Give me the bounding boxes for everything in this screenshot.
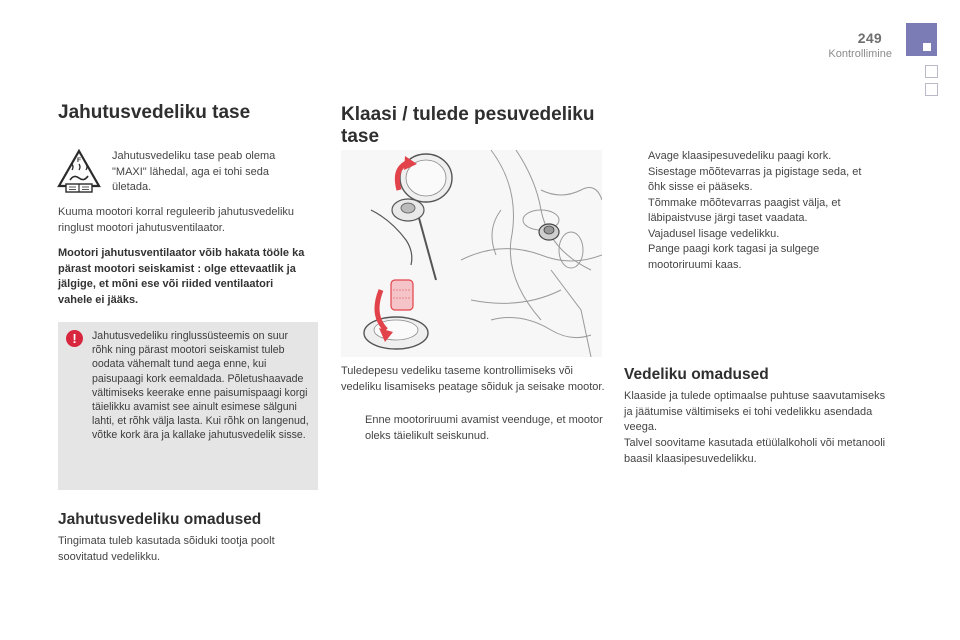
washer-steps-list bbox=[624, 149, 882, 273]
list-item: Avage klaasipesuvedeliku paagi kork. bbox=[648, 150, 832, 162]
caution-box-text: Jahutusvedeliku ringlussüsteemis on suur rõhk ning pärast mootori seiskamist tuleb oodata vähemalt tund aega enne, kui paisupaagi kork eemaldada. Põletushaavade vältimiseks keerake enne paisumispaagi korgi täielikku avamist see ainult esimese sälguni lahti, et rõhk välja lasta. Kui rõhk on langenud, võtke kork ära ja kallake jahutusvedelik sisse. bbox=[92, 330, 309, 442]
svg-text:F: F bbox=[77, 157, 81, 164]
tab-outline-square bbox=[925, 65, 938, 78]
hot-coolant-warning-icon bbox=[56, 148, 102, 194]
washer-reservoir-illustration bbox=[341, 150, 602, 357]
washer-pre-step-list bbox=[341, 413, 603, 444]
fluid-properties-text-1: Klaaside ja tulede optimaalse puhtuse saavutamiseks ja jäätumise vältimiseks ei tohi vedelikku asendada veega. bbox=[624, 390, 886, 433]
coolant-level-title: Jahutusvedeliku tase bbox=[58, 102, 251, 123]
tab-outline-square bbox=[925, 83, 938, 96]
section-tab-marker bbox=[906, 23, 937, 56]
coolant-properties-title: Jahutusvedeliku omadused bbox=[58, 511, 262, 528]
exclamation-warning-icon: ! bbox=[66, 330, 83, 347]
page-number: 249 bbox=[857, 30, 882, 46]
list-item: Sisestage mõõtevarras ja pigistage seda, et õhk sisse ei pääseks. bbox=[648, 165, 862, 193]
list-item: Pange paagi kork tagasi ja sulgege mootoriruumi kaas. bbox=[648, 243, 820, 271]
washer-level-intro: Tuledepesu vedeliku taseme kontrollimiseks või vedeliku lisamiseks peatage sõiduk ja seisake mootor. bbox=[341, 365, 605, 393]
list-item: Vajadusel lisage vedelikku. bbox=[648, 227, 780, 240]
hot-engine-paragraph: Kuuma mootori korral reguleerib jahutusvedeliku ringlust mootori jahutusventilaator. bbox=[58, 206, 295, 234]
list-item: Enne mootoriruumi avamist veenduge, et mootor oleks täielikult seiskunud. bbox=[365, 414, 603, 442]
list-item: Tõmmake mõõtevarras paagist välja, et läbipaistvuse järgi taset vaadata. bbox=[648, 196, 841, 224]
fan-warning-paragraph: Mootori jahutusventilaator võib hakata tööle ka pärast mootori seiskamist : olge ettevaatlik ja jälgige, et mõni ese või riided ventilaatori vahele ei jääks. bbox=[58, 247, 305, 306]
fluid-properties-title: Vedeliku omadused bbox=[624, 366, 769, 383]
section-name: Kontrollimine bbox=[828, 48, 892, 60]
coolant-level-intro: Jahutusvedeliku tase peab olema "MAXI" lähedal, aga ei tohi seda ületada. bbox=[112, 150, 276, 193]
coolant-properties-text: Tingimata tuleb kasutada sõiduki tootja poolt soovitatud vedelikku. bbox=[58, 535, 275, 563]
washer-level-title: Klaasi / tulede pesuvedeliku tase bbox=[341, 104, 595, 147]
fluid-properties-text-2: Talvel soovitame kasutada etüülalkoholi või metanooli baasil klaasipesuvedelikku. bbox=[624, 437, 886, 465]
